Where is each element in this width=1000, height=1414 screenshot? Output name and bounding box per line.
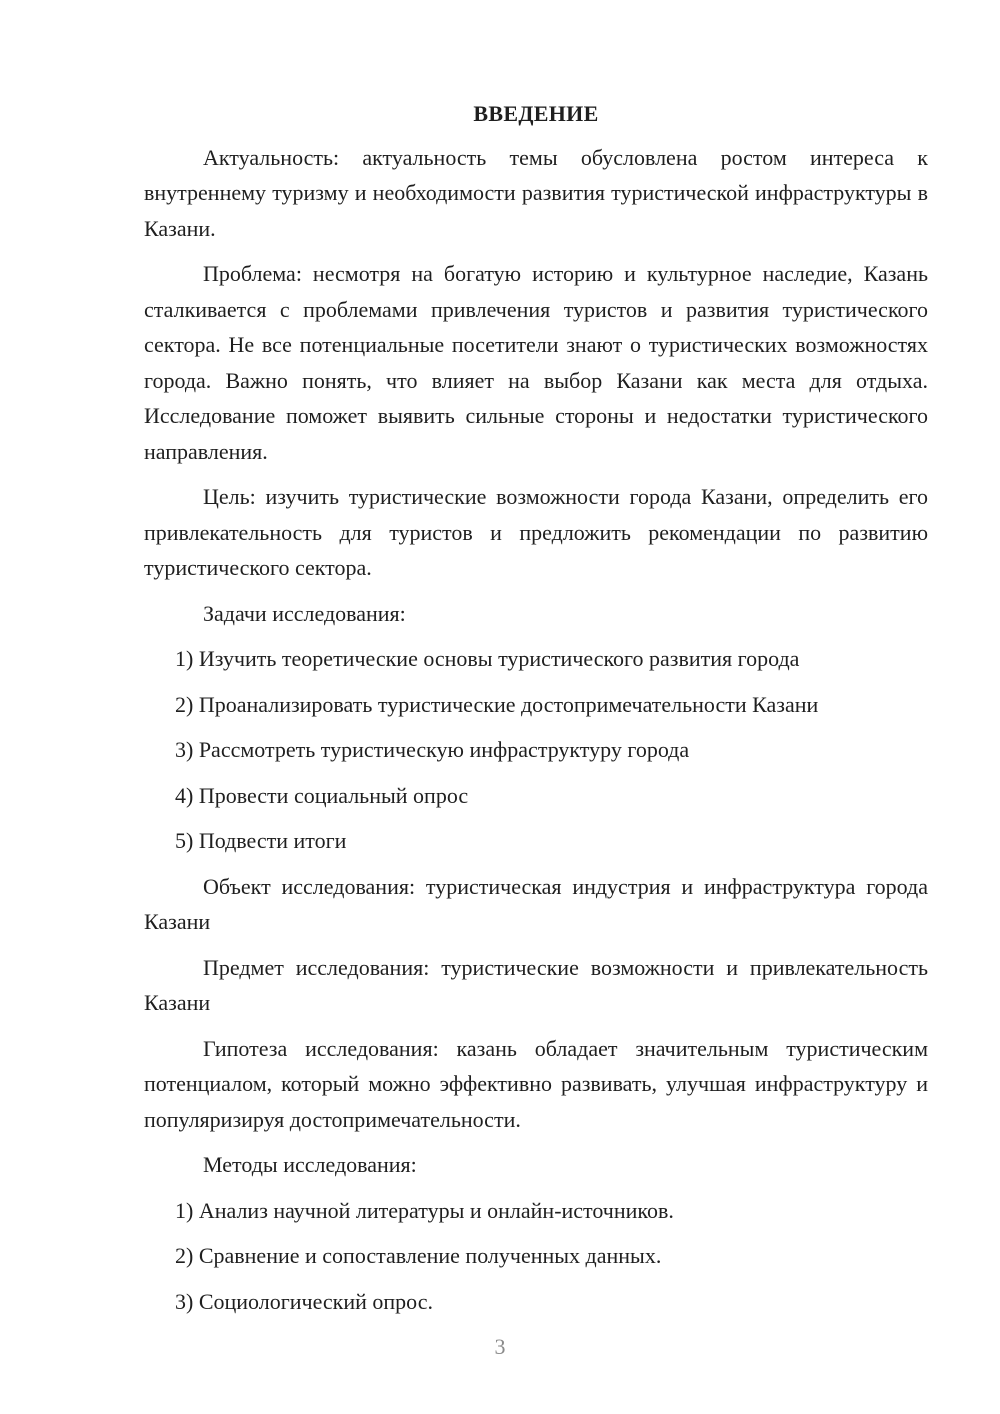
methods-list xyxy=(144,1193,928,1320)
goal-paragraph: Цель: изучить туристические возможности города Казани, определить его привлекательность для туристов и предложить рекомендации по развитию туристического сектора. xyxy=(144,484,928,580)
list-item: 4) Провести социальный опрос xyxy=(175,782,469,808)
list-item: 2) Проанализировать туристические достопримечательности Казани xyxy=(175,691,819,717)
list-item: 1) Изучить теоретические основы туристического развития города xyxy=(175,646,800,671)
list-item: 1) Анализ научной литературы и онлайн-источников. xyxy=(175,1197,674,1223)
page-number: 3 xyxy=(494,1334,506,1359)
page-title: ВВЕДЕНИЕ xyxy=(473,101,599,126)
object-paragraph: Объект исследования: туристическая индустрия и инфраструктура города Казани xyxy=(144,873,928,934)
list-item: 3) Социологический опрос. xyxy=(175,1288,433,1314)
page-body xyxy=(144,96,928,1329)
methods-heading: Методы исследования: xyxy=(203,1152,417,1177)
tasks-list xyxy=(144,641,928,859)
problem-paragraph: Проблема: несмотря на богатую историю и культурное наследие, Казань сталкивается с проблемами привлечения туристов и развития туристического сектора. Не все потенциальные посетители знают о туристических возможностях города. Важно понять, что влияет на выбор Казани как места для отдыха. Исследование поможет выявить сильные стороны и недостатки туристического направления. xyxy=(144,261,928,464)
tasks-heading: Задачи исследования: xyxy=(203,600,406,626)
list-item: 2) Сравнение и сопоставление полученных данных. xyxy=(175,1243,662,1268)
list-item: 5) Подвести итоги xyxy=(175,828,347,853)
list-item: 3) Рассмотреть туристическую инфраструктуру города xyxy=(175,737,690,762)
relevance-paragraph: Актуальность: актуальность темы обусловлена ростом интереса к внутреннему туризму и необходимости развития туристической инфраструктуры в Казани. xyxy=(144,144,928,241)
subject-paragraph: Предмет исследования: туристические возможности и привлекательность Казани xyxy=(144,954,928,1015)
hypothesis-paragraph: Гипотеза исследования: казань обладает значительным туристическим потенциалом, который можно эффективно развивать, улучшая инфраструктуру и популяризируя достопримечательности. xyxy=(144,1035,928,1132)
